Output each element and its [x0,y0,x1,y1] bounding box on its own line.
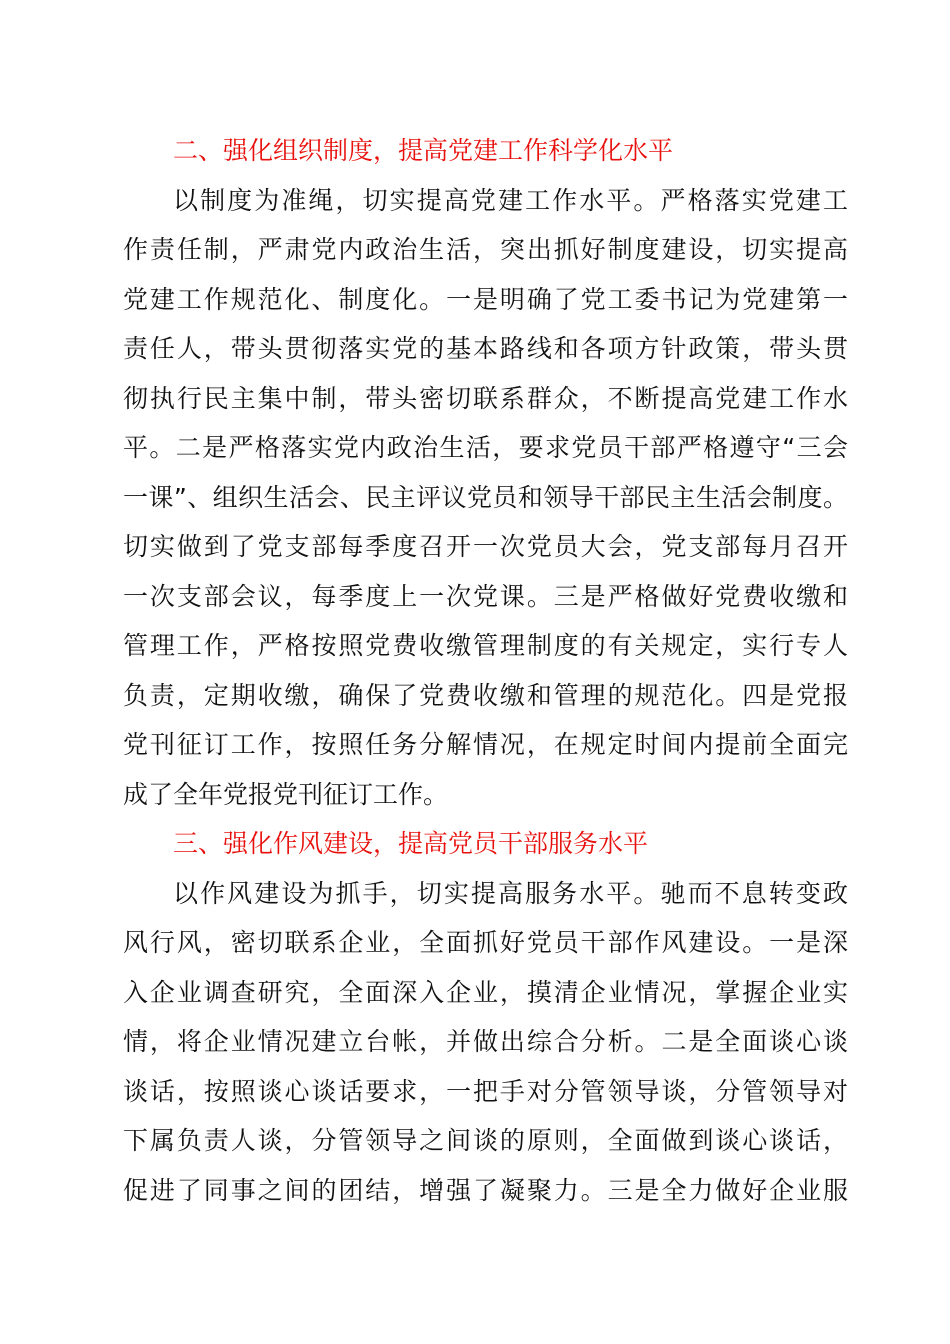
paragraph-line: 党建工作规范化、制度化。一是明确了党工委书记为党建第一 [123,284,848,314]
paragraph-line: 负责，定期收缴，确保了党费收缴和管理的规范化。四是党报 [123,680,848,710]
section-heading: 二、强化组织制度，提高党建工作科学化水平 [173,136,674,165]
paragraph-line: 管理工作，严格按照党费收缴管理制度的有关规定，实行专人 [123,631,848,660]
paragraph-line: 平。二是严格落实党内政治生活，要求党员干部严格遵守“三会 [123,433,848,462]
paragraph-line: 切实做到了党支部每季度召开一次党员大会，党支部每月召开 [123,532,848,561]
paragraph-line: 彻执行民主集中制，带头密切联系群众，不断提高党建工作水 [123,383,848,413]
paragraph-line: 促进了同事之间的团结，增强了凝聚力。三是全力做好企业服 [123,1175,848,1205]
paragraph-line: 下属负责人谈，分管领导之间谈的原则，全面做到谈心谈话， [123,1126,848,1155]
paragraph-line: 风行风，密切联系企业，全面抓好党员干部作风建设。一是深 [123,928,848,957]
paragraph-line: 一次支部会议，每季度上一次党课。三是严格做好党费收缴和 [123,581,848,611]
paragraph-line: 党刊征订工作，按照任务分解情况，在规定时间内提前全面完 [123,730,848,759]
section-paragraph [123,176,848,820]
paragraph-line: 成了全年党报党刊征订工作。 [123,779,449,809]
section-paragraph [123,869,848,1216]
paragraph-line: 以作风建设为抓手，切实提高服务水平。驰而不息转变政 [173,878,848,908]
document-body [123,126,848,1215]
paragraph-line: 一课”、组织生活会、民主评议党员和领导干部民主生活会制度。 [123,482,848,512]
paragraph-line: 入企业调查研究，全面深入企业，摸清企业情况，掌握企业实 [123,977,848,1007]
paragraph-line: 谈话，按照谈心谈话要求，一把手对分管领导谈，分管领导对 [123,1076,848,1106]
paragraph-line: 责任人，带头贯彻落实党的基本路线和各项方针政策，带头贯 [123,334,848,363]
paragraph-line: 情，将企业情况建立台帐，并做出综合分析。二是全面谈心谈 [123,1027,848,1056]
paragraph-line: 作责任制，严肃党内政治生活，突出抓好制度建设，切实提高 [123,235,848,264]
paragraph-line: 以制度为准绳，切实提高党建工作水平。严格落实党建工 [173,185,848,215]
section-heading: 三、强化作风建设，提高党员干部服务水平 [173,829,649,858]
